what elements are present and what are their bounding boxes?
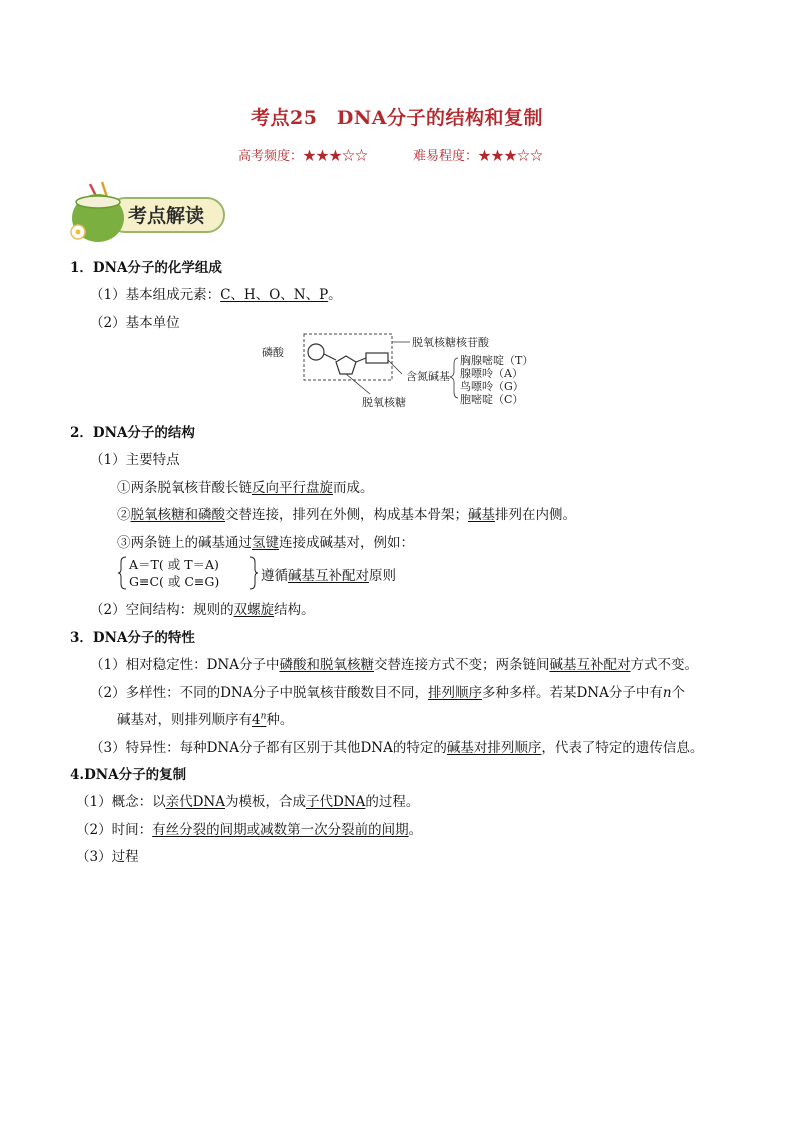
section1-heading: 1．DNA分子的化学组成 xyxy=(70,260,222,276)
label-base-g: 鸟嘌呤（G） xyxy=(460,380,524,393)
section4-heading: 4.DNA分子的复制 xyxy=(70,767,187,783)
label-deoxyribose: 脱氧核糖 xyxy=(362,396,406,409)
complementary-rule: 遵循碱基互补配对原则 xyxy=(261,568,396,584)
phosphate-circle xyxy=(308,344,324,360)
section2-point2: ②脱氧核糖和磷酸交替连接，排列在外侧，构成基本骨架；碱基排列在内侧。 xyxy=(117,507,576,523)
base-rectangle xyxy=(366,353,388,363)
label-base: 含氮碱基 xyxy=(406,370,450,383)
pair-gc: G≡C( 或 C≡G) xyxy=(129,574,220,589)
deoxyribose-pentagon xyxy=(336,356,356,374)
section3-heading: 3．DNA分子的特性 xyxy=(70,630,195,646)
elements-answer: C、H、O、N、P xyxy=(220,287,329,303)
left-brace-icon xyxy=(117,556,127,590)
nucleotide-diagram xyxy=(262,328,542,410)
section3-item2-cont: 碱基对，则排列顺序有4$^n$种。 xyxy=(117,711,294,728)
frequency-rating xyxy=(238,145,368,164)
section2-point3: ③两条链上的碱基通过氢键连接成碱基对，例如： xyxy=(117,535,414,551)
section2-item1: （1）主要特点 xyxy=(90,452,180,468)
label-base-a: 腺嘌呤（A） xyxy=(460,367,523,380)
base-pair-brace xyxy=(117,555,437,591)
frequency-label: 高考频度： xyxy=(238,149,304,164)
label-nucleotide: 脱氧核糖核苷酸 xyxy=(412,336,489,349)
label-base-t: 胸腺嘧啶（T） xyxy=(460,354,534,367)
right-brace-icon xyxy=(249,556,259,590)
page-title: 考点25 DNA分子的结构和复制 xyxy=(250,107,544,129)
section1-item1: （1）基本组成元素：C、H、O、N、P。 xyxy=(90,287,342,303)
label-phosphate: 磷酸 xyxy=(262,346,284,359)
pair-at: A＝T( 或 T＝A) xyxy=(129,557,219,572)
section1-item2: （2）基本单位 xyxy=(90,315,180,331)
section4-item2: （2）时间：有丝分裂的间期或减数第一次分裂前的间期。 xyxy=(76,822,423,838)
section4-item3: （3）过程 xyxy=(76,849,139,865)
section2-item2: （2）空间结构：规则的双螺旋结构。 xyxy=(90,602,315,618)
label-base-c: 胞嘧啶（C） xyxy=(460,393,524,406)
frequency-stars: ★★★☆☆ xyxy=(303,149,369,164)
section2-heading: 2．DNA分子的结构 xyxy=(70,425,195,441)
difficulty-label: 难易程度： xyxy=(413,149,479,164)
section2-point1: ①两条脱氧核苷酸长链反向平行盘旋而成。 xyxy=(117,480,374,496)
difficulty-stars: ★★★☆☆ xyxy=(478,149,544,164)
section3-item3: （3）特异性：每种DNA分子都有区别于其他DNA的特定的碱基对排列顺序，代表了特定的遗传信息。 xyxy=(90,740,704,756)
section4-item1: （1）概念：以亲代DNA为模板，合成子代DNA的过程。 xyxy=(76,794,420,810)
section3-item2: （2）多样性：不同的DNA分子中脱氧核苷酸数目不同，排列顺序多种多样。若某DNA分子中有n个 xyxy=(90,685,686,701)
section3-item1: （1）相对稳定性：DNA分子中磷酸和脱氧核糖交替连接方式不变；两条链间碱基互补配对方式不变。 xyxy=(90,657,698,673)
badge-text: 考点解读 xyxy=(127,205,205,227)
difficulty-rating xyxy=(413,145,543,164)
coconut-banner-icon xyxy=(68,180,228,244)
section-badge xyxy=(68,180,228,244)
